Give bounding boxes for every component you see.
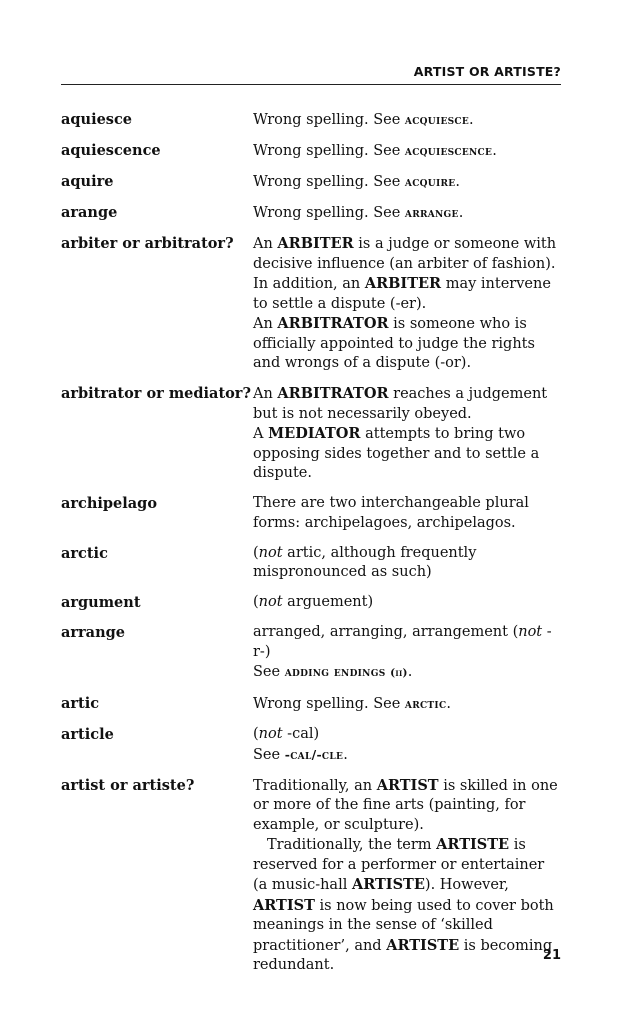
cross-reference: -cal/-cle [284,746,344,762]
entry-artist-or-artiste [61,776,561,976]
entry-definition: Wrong spelling. See acquiescence. [253,143,497,159]
headword: ARTISTE [436,836,510,853]
headword: ARTISTE [351,876,425,893]
entry-definition: Wrong spelling. See arrange. [253,205,464,221]
headword: ARBITER [277,235,354,252]
entry-definition: (not artic, although frequently mispronounced as such) [253,544,477,580]
entry-term: artic [61,695,100,712]
entry-term: article [61,726,114,743]
running-head: ARTIST OR ARTISTE? [413,64,561,79]
entry-definition: Wrong spelling. See arctic. [253,696,452,712]
entry-definition [253,776,561,976]
entry-article [61,725,561,765]
entry-definition: Wrong spelling. See acquiesce. [253,112,474,128]
cross-reference: acquiesce [404,112,470,127]
dictionary-entries [61,110,561,986]
entry-term: archipelago [61,495,157,512]
headword: MEDIATOR [268,425,361,442]
headword: ARBITRATOR [277,385,389,402]
entry-definition: (not -cal) See -cal/-cle. [253,726,348,763]
cross-reference: arrange [404,205,459,220]
cross-reference: acquire [404,174,456,189]
cross-reference: arctic [404,696,447,711]
entry-definition [253,234,561,374]
definition-paragraph: Traditionally, the term ARTISTE is reserved for a performer or entertainer (a music-hall ARTISTE). However, ARTIST is now being used to cover both meanings in the sense of ‘skilled practitioner’, and ARTISTE is becoming redundant. [253,836,554,973]
entry-argument [61,593,561,613]
entry-artic [61,694,561,715]
entry-arbiter-or-arbitrator [61,234,561,374]
definition-paragraph: An ARBITRATOR is someone who is officially appointed to judge the rights and wrongs of a dispute (-or). [253,315,535,371]
cross-reference: acquiescence [404,143,493,158]
entry-arbitrator-or-mediator [61,384,561,484]
entry-term: aquire [61,173,114,190]
headword: ARBITER [364,275,442,292]
entry-arrange [61,623,561,684]
headword: ARTISTE [386,936,460,954]
entry-definition: Wrong spelling. See acquire. [253,174,460,190]
cross-reference: adding endings [284,664,386,679]
entry-definition: (not arguement) [253,594,374,610]
entry-aquiesce [61,110,561,131]
entry-term: aquiesce [61,111,133,128]
headword: ARTIST [376,776,439,794]
definition-paragraph: Traditionally, an ARTIST is skilled in one or more of the fine arts (painting, for example, or sculpture). [253,776,558,833]
entry-definition [253,384,561,484]
entry-term: arange [61,204,118,221]
headword: ARBITRATOR [277,315,389,332]
entry-archipelago [61,494,561,533]
entry-arctic [61,544,561,583]
entry-term: aquiescence [61,142,161,159]
entry-term: arctic [61,544,108,562]
entry-term: arbitrator or mediator? [61,385,251,402]
entry-aquiescence [61,141,561,162]
entry-term: argument [61,594,141,611]
entry-definition: There are two interchangeable plural forms: archipelagoes, archipelagos. [253,495,529,531]
definition-paragraph: An ARBITER is a judge or someone with decisive influence (an arbiter of fashion). In addition, an ARBITER may intervene to settle a dispute (-er). [253,235,557,312]
entry-term: arbiter or arbitrator? [61,235,234,252]
header-rule [61,84,561,85]
entry-arange [61,203,561,224]
entry-definition: arranged, arranging, arrangement (not -r-) See adding endings (ii). [253,624,552,680]
definition-paragraph: An ARBITRATOR reaches a judgement but is not necessarily obeyed. [253,385,548,422]
entry-aquire [61,172,561,193]
entry-term: artist or artiste? [61,776,195,794]
page-number: 21 [542,948,561,963]
headword: ARTIST [253,896,315,914]
entry-term: arrange [61,624,125,641]
definition-paragraph: A MEDIATOR attempts to bring two opposing sides together and to settle a dispute. [253,425,540,481]
